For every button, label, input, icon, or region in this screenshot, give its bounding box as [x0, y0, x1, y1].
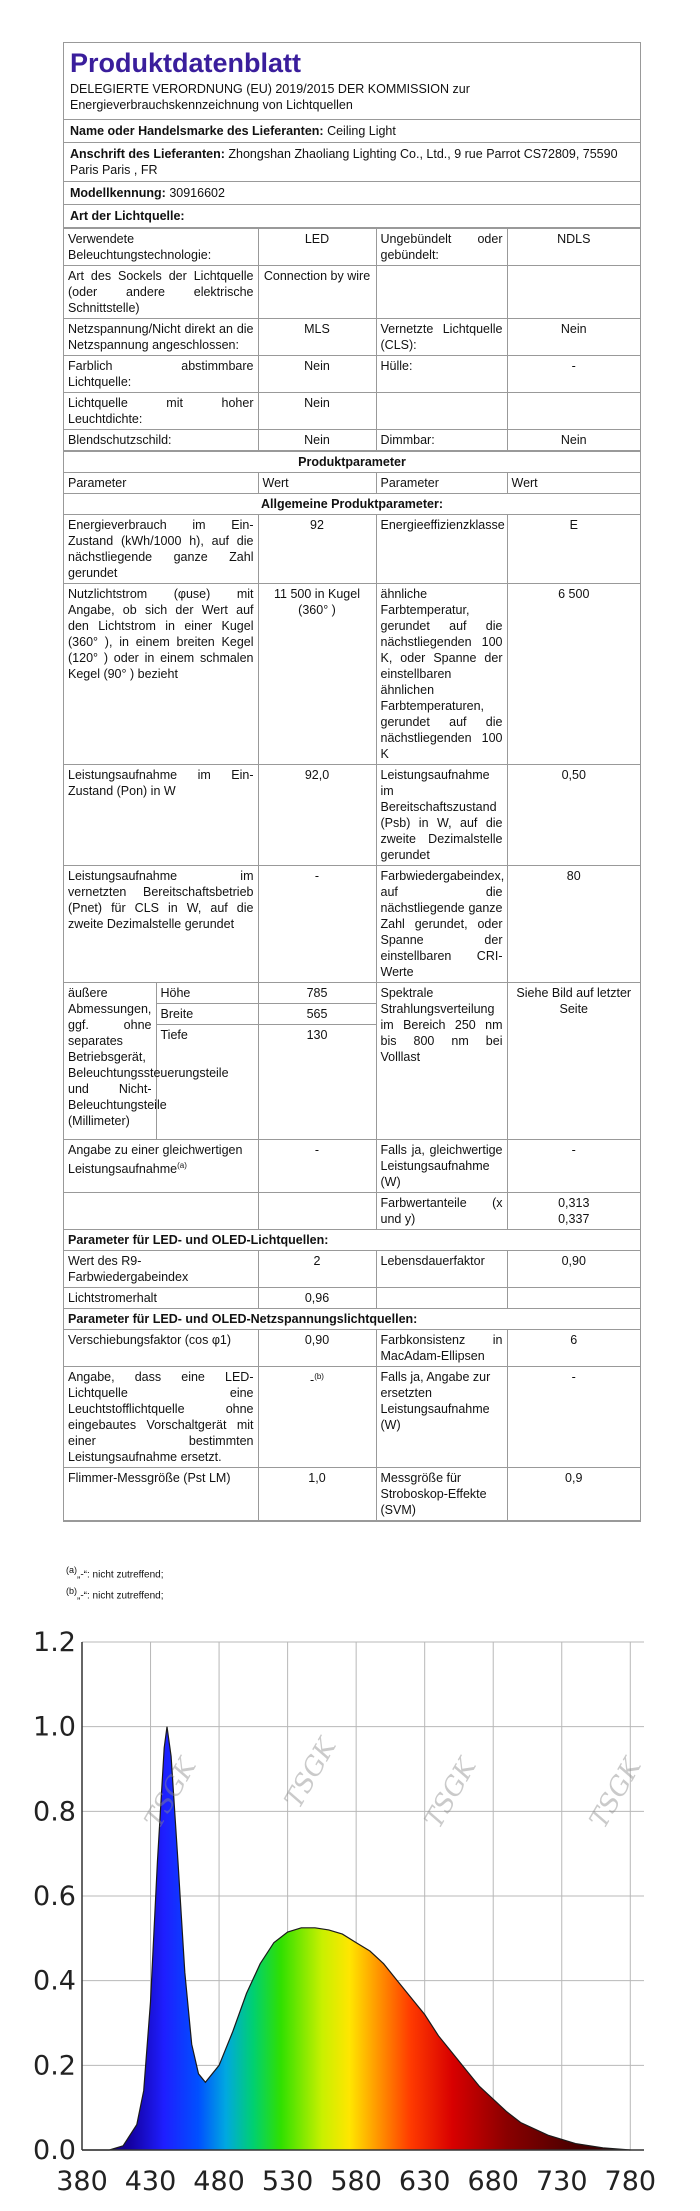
type-value: Nein [258, 393, 376, 430]
light-source-type-table [64, 228, 640, 451]
param-label: Leistungsaufnahme im vernetzten Bereitschaftsbetrieb (Pnet) für CLS in W, auf die zweite Dezimalstelle gerundet [64, 866, 258, 983]
y-tick-label: 0.6 [33, 1881, 76, 1912]
supplier-name-value: Ceiling Light [327, 124, 396, 138]
x-tick-label: 380 [56, 2166, 108, 2197]
table-row [64, 1140, 640, 1193]
param-label: Energieeffizienzklasse [376, 515, 507, 584]
empty-cell [376, 1288, 507, 1309]
x-tick-label: 630 [398, 2166, 451, 2197]
table-row [64, 430, 640, 451]
footnote-marker: (a) [177, 1161, 187, 1170]
type-label: Hülle: [376, 356, 507, 393]
footnote-marker: (a) [66, 1565, 77, 1575]
supplier-address-value: Zhongshan Zhaoliang Lighting Co., Ltd., 9 rue Parrot CS72809, 75590 Paris Paris , FR [70, 147, 618, 177]
table-row [64, 765, 640, 866]
param-value: 0,96 [258, 1288, 376, 1309]
x-tick-label: 530 [261, 2166, 314, 2197]
type-label: Farblich abstimmbare Lichtquelle: [64, 356, 258, 393]
dimensions-values [258, 983, 376, 1140]
model-row [64, 182, 640, 205]
chroma-y-value: 0,337 [558, 1212, 590, 1226]
table-row [64, 515, 640, 584]
footnote-marker: (b) [314, 1372, 324, 1381]
table-row [64, 356, 640, 393]
param-label: Messgröße für Stroboskop-Effekte (SVM) [376, 1468, 507, 1521]
footnote-text: „-“: nicht zutreffend; [77, 1569, 164, 1581]
y-tick-label: 0.8 [33, 1796, 76, 1828]
column-header: Wert [258, 473, 376, 494]
type-value [507, 266, 640, 319]
table-row [64, 1468, 640, 1521]
param-value [258, 1367, 376, 1468]
column-header: Parameter [64, 473, 258, 494]
param-label: Leistungsaufnahme im Bereitschaftszustand (Psb) in W, auf die zweite Dezimalstelle gerundet [376, 765, 507, 866]
dimensions-cell [64, 983, 258, 1140]
param-label: Falls ja, gleichwertige Leistungsaufnahme (W) [376, 1140, 507, 1193]
type-label [376, 266, 507, 319]
param-value: 0,90 [258, 1330, 376, 1367]
type-value [507, 393, 640, 430]
param-label: Farbwertanteile (x und y) [376, 1193, 507, 1230]
type-value: Nein [507, 319, 640, 356]
regulation-subtitle: DELEGIERTE VERORDNUNG (EU) 2019/2015 DER KOMMISSION zur Energieverbrauchskennzeichnung von Lichtquellen [64, 81, 640, 120]
param-value: - [507, 1140, 640, 1193]
param-label: Farbwiedergabeindex, auf die nächstliegende ganze Zahl gerundet, oder Spanne der einstellbaren CRI-Werte [376, 866, 507, 983]
y-tick-label: 1.2 [33, 1627, 76, 1658]
param-label: Angabe, dass eine LED-Lichtquelle eine Leuchtstofflichtquelle ohne eingebautes Vorschaltgerät mit einer bestimmten Leistungsaufnahme ersetzt. [64, 1367, 258, 1468]
table-row [64, 1288, 640, 1309]
equivalent-power-label: Angabe zu einer gleichwertigen Leistungsaufnahme [68, 1143, 243, 1177]
depth-value: 130 [306, 1028, 328, 1042]
param-label: Nutzlichtstrom (φuse) mit Angabe, ob sich der Wert auf den Lichtstrom in einer Kugel (360° ), in einem breiten Kegel (120° ) oder in einem schmalen Kegel (90° ) bezieht [64, 584, 258, 765]
type-label [376, 393, 507, 430]
y-tick-label: 1.0 [33, 1711, 76, 1743]
param-value: - [258, 866, 376, 983]
empty-cell [64, 1193, 258, 1230]
height-value: 785 [259, 983, 376, 1004]
empty-cell [258, 1193, 376, 1230]
supplier-name-row [64, 120, 640, 143]
mains-parameters-heading: Parameter für LED- und OLED-Netzspannungslichtquellen: [64, 1309, 640, 1330]
type-label: Art des Sockels der Lichtquelle (oder andere elektrische Schnittstelle) [64, 266, 258, 319]
param-value: 1,0 [258, 1468, 376, 1521]
general-parameters-heading: Allgemeine Produktparameter: [64, 494, 640, 515]
param-value: 11 500 in Kugel (360° ) [258, 584, 376, 765]
type-label: Blendschutzschild: [64, 430, 258, 451]
x-tick-label: 780 [604, 2166, 657, 2197]
type-label: Ungebündelt oder gebündelt: [376, 229, 507, 266]
footnote-text: „-“: nicht zutreffend; [77, 1590, 164, 1602]
param-label: Farbkonsistenz in MacAdam-Ellipsen [376, 1330, 507, 1367]
type-label: Netzspannung/Nicht direkt an die Netzspannung angeschlossen: [64, 319, 258, 356]
model-value: 30916602 [169, 186, 225, 200]
watermark-group [139, 1732, 648, 1834]
type-value: Nein [258, 356, 376, 393]
type-value: LED [258, 229, 376, 266]
width-label: Breite [156, 1004, 258, 1025]
type-label: Lichtquelle mit hoher Leuchtdichte: [64, 393, 258, 430]
product-datasheet [63, 42, 641, 1522]
supplier-address-label: Anschrift des Lieferanten: [70, 147, 225, 161]
param-label: Lichtstromerhalt [64, 1288, 258, 1309]
width-value: 565 [259, 1004, 376, 1025]
x-tick-label: 580 [330, 2166, 382, 2197]
x-tick-label: 430 [124, 2166, 177, 2197]
x-tick-label: 730 [535, 2166, 588, 2197]
table-row [64, 393, 640, 430]
spectral-distribution-chart [33, 1627, 664, 2205]
type-value: Connection by wire [258, 266, 376, 319]
led-parameters-heading: Parameter für LED- und OLED-Lichtquellen: [64, 1230, 640, 1251]
watermark-text: TSGK [139, 1753, 203, 1834]
param-value: 6 [507, 1330, 640, 1367]
param-label: Leistungsaufnahme im Ein-Zustand (Pon) in W [64, 765, 258, 866]
param-value: 92,0 [258, 765, 376, 866]
depth-label: Tiefe [160, 1028, 188, 1042]
watermark-text: TSGK [419, 1753, 483, 1834]
light-source-type-heading: Art der Lichtquelle: [64, 205, 640, 228]
param-label: Verschiebungsfaktor (cos φ1) [64, 1330, 258, 1367]
footnotes [66, 1562, 164, 1605]
table-row [64, 866, 640, 983]
watermark-text: TSGK [584, 1753, 648, 1834]
table-row [64, 319, 640, 356]
param-label: Falls ja, Angabe zur ersetzten Leistungsaufnahme (W) [376, 1367, 507, 1468]
param-value: 92 [258, 515, 376, 584]
type-label: Dimmbar: [376, 430, 507, 451]
type-label: Verwendete Beleuchtungstechnologie: [64, 229, 258, 266]
param-value: 0,9 [507, 1468, 640, 1521]
param-value: 0,50 [507, 765, 640, 866]
type-value: Nein [507, 430, 640, 451]
footnote-a [66, 1562, 164, 1583]
empty-cell [507, 1288, 640, 1309]
table-row [64, 983, 640, 1140]
table-row [64, 1330, 640, 1367]
dimensions-label: äußere Abmessungen, ggf. ohne separates Betriebsgerät, Beleuchtungssteuerungsteile und Nicht-Beleuchtungsteile (Millimeter) [64, 983, 156, 1139]
param-label: Wert des R9-Farbwiedergabeindex [64, 1251, 258, 1288]
param-label: Energieverbrauch im Ein-Zustand (kWh/1000 h), auf die nächstliegende ganze Zahl gerundet [64, 515, 258, 584]
type-label: Vernetzte Lichtquelle (CLS): [376, 319, 507, 356]
column-header: Parameter [376, 473, 507, 494]
param-value: - [507, 1367, 640, 1468]
supplier-name-label: Name oder Handelsmarke des Lieferanten: [70, 124, 324, 138]
replace-value: - [310, 1373, 315, 1388]
param-value: - [258, 1140, 376, 1193]
table-row [64, 1251, 640, 1288]
x-tick-label: 680 [467, 2166, 519, 2197]
footnote-marker: (b) [66, 1586, 77, 1597]
y-tick-label: 0.2 [33, 2050, 76, 2082]
param-value: Siehe Bild auf letzter Seite [507, 983, 640, 1140]
param-value [507, 1193, 640, 1230]
table-row [64, 229, 640, 266]
supplier-address-row [64, 143, 640, 182]
table-row [64, 584, 640, 765]
table-row [64, 266, 640, 319]
table-row [64, 1367, 640, 1468]
column-header: Wert [507, 473, 640, 494]
model-label: Modellkennung: [70, 186, 166, 200]
param-value: E [507, 515, 640, 584]
watermark-text: TSGK [279, 1733, 343, 1814]
chroma-x-value: 0,313 [558, 1196, 590, 1210]
param-value: 0,90 [507, 1251, 640, 1288]
table-row [64, 1193, 640, 1230]
param-label: Flimmer-Messgröße (Pst LM) [64, 1468, 258, 1521]
y-tick-label: 0.0 [33, 2135, 76, 2166]
type-value: Nein [258, 430, 376, 451]
y-tick-label: 0.4 [33, 1965, 76, 1997]
height-label: Höhe [156, 983, 258, 1004]
param-label: ähnliche Farbtemperatur, gerundet auf die nächstliegenden 100 K, oder Spanne der einstellbaren ähnlichen Farbtemperaturen, gerundet auf die nächstliegenden 100 K [376, 584, 507, 765]
param-value: 80 [507, 866, 640, 983]
footnote-b [66, 1583, 164, 1604]
type-value: NDLS [507, 229, 640, 266]
page-title: Produktdatenblatt [70, 48, 302, 78]
param-label: Lebensdauerfaktor [376, 1251, 507, 1288]
param-label [64, 1140, 258, 1193]
type-value: - [507, 356, 640, 393]
param-value: 2 [258, 1251, 376, 1288]
x-tick-label: 480 [193, 2166, 245, 2197]
param-label: Spektrale Strahlungsverteilung im Bereich 250 nm bis 800 nm bei Volllast [376, 983, 507, 1140]
type-value: MLS [258, 319, 376, 356]
param-value: 6 500 [507, 584, 640, 765]
product-parameters-table [64, 451, 640, 1521]
product-parameters-heading: Produktparameter [64, 452, 640, 473]
table-header-row [64, 473, 640, 494]
